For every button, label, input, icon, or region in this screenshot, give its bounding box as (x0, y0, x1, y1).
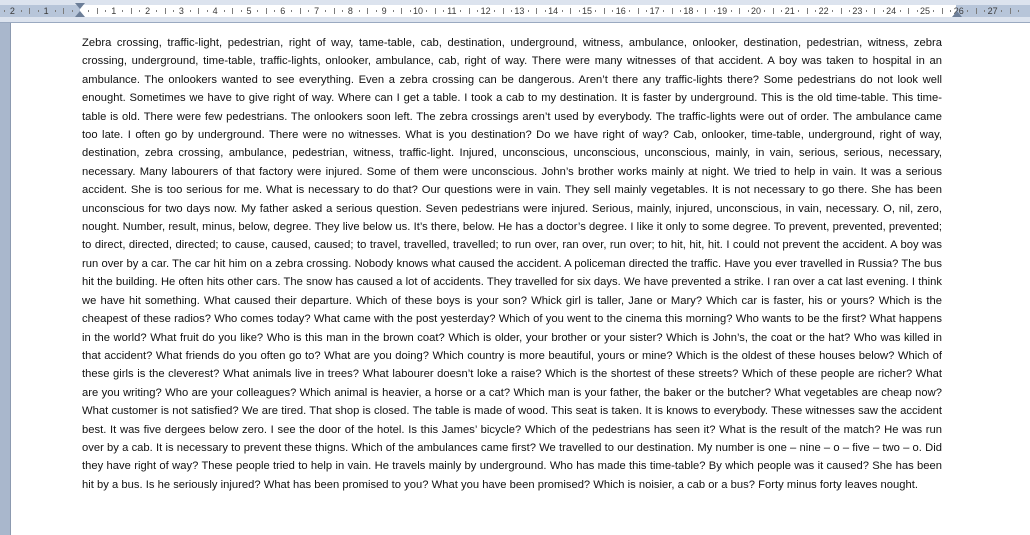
ruler-tick (359, 10, 360, 12)
ruler-tick (55, 10, 56, 12)
ruler-tick (165, 8, 166, 14)
ruler-number: 25 (919, 6, 931, 16)
ruler-tick (984, 10, 985, 12)
ruler-number: 26 (953, 6, 964, 16)
ruler-number: 18 (683, 6, 694, 16)
ruler-number: 23 (852, 6, 863, 16)
ruler-number: 17 (649, 6, 660, 16)
ruler-tick (849, 10, 850, 12)
ruler-tick (933, 10, 934, 12)
ruler-tick (291, 10, 292, 12)
ruler-tick (443, 10, 444, 12)
ruler-number: 4 (212, 6, 218, 16)
right-indent-marker[interactable] (952, 11, 962, 17)
ruler-tick (232, 8, 233, 14)
ruler-number: 15 (581, 6, 593, 16)
ruler-tick (570, 8, 571, 14)
ruler-tick (748, 10, 749, 12)
ruler-tick (72, 10, 73, 12)
ruler-tick (266, 8, 267, 14)
ruler-number: 24 (886, 6, 897, 16)
ruler-tick (528, 10, 529, 12)
ruler-tick (638, 8, 639, 14)
ruler-tick (672, 8, 673, 14)
ruler-tick (88, 10, 89, 12)
ruler-tick (579, 10, 580, 12)
ruler-tick (376, 10, 377, 12)
ruler-tick (494, 10, 495, 12)
ruler-tick (900, 10, 901, 12)
ruler-number: 1 (111, 6, 117, 16)
ruler-tick (680, 10, 681, 12)
ruler-tick (731, 10, 732, 12)
ruler-tick (841, 8, 842, 14)
ruler-tick (646, 10, 647, 12)
ruler-tick (300, 8, 301, 14)
ruler-number: 6 (280, 6, 286, 16)
ruler-tick (883, 10, 884, 12)
ruler-tick (38, 10, 39, 12)
ruler-tick (714, 10, 715, 12)
ruler-tick (773, 8, 774, 14)
ruler-tick (4, 10, 5, 12)
ruler-number: 20 (750, 6, 762, 16)
ruler-number: 12 (480, 6, 491, 16)
ruler-tick (874, 8, 875, 14)
ruler-number: 2 (9, 6, 15, 16)
ruler-number: 9 (381, 6, 387, 16)
ruler-tick (562, 10, 563, 12)
ruler-tick (334, 8, 335, 14)
ruler-tick (257, 10, 258, 12)
ruler-tick (274, 10, 275, 12)
ruler-number: 13 (514, 6, 525, 16)
ruler-tick (410, 10, 411, 12)
ruler-tick (122, 10, 123, 12)
ruler-number: 11 (447, 6, 457, 16)
ruler-tick (97, 8, 98, 14)
ruler-tick (917, 10, 918, 12)
ruler-tick (435, 8, 436, 14)
ruler-tick (477, 10, 478, 12)
ruler-tick (426, 10, 427, 12)
ruler-tick (866, 10, 867, 12)
ruler-tick (308, 10, 309, 12)
ruler-tick (241, 10, 242, 12)
ruler-number: 16 (615, 6, 626, 16)
ruler-tick (764, 10, 765, 12)
horizontal-ruler[interactable] (0, 0, 1030, 23)
ruler-tick (190, 10, 191, 12)
ruler-tick (139, 10, 140, 12)
document-page[interactable] (10, 23, 1030, 535)
ruler-tick (663, 10, 664, 12)
ruler-tick (198, 8, 199, 14)
ruler-tick (1001, 10, 1002, 12)
ruler-tick (832, 10, 833, 12)
ruler-tick (503, 8, 504, 14)
ruler-number: 2 (145, 6, 151, 16)
ruler-tick (469, 8, 470, 14)
ruler-tick (131, 8, 132, 14)
hanging-indent-marker[interactable] (75, 11, 85, 17)
ruler-tick (697, 10, 698, 12)
ruler-number: 22 (818, 6, 829, 16)
ruler-tick (908, 8, 909, 14)
ruler-number: 7 (314, 6, 320, 16)
ruler-tick (511, 10, 512, 12)
ruler-tick (705, 8, 706, 14)
ruler-number: 5 (246, 6, 252, 16)
ruler-tick (105, 10, 106, 12)
ruler-tick (173, 10, 174, 12)
ruler-tick (342, 10, 343, 12)
ruler-tick (224, 10, 225, 12)
ruler-tick (612, 10, 613, 12)
ruler-number: 1 (43, 6, 49, 16)
ruler-tick (815, 10, 816, 12)
ruler-tick (401, 8, 402, 14)
ruler-number: 10 (412, 6, 424, 16)
ruler-tick (207, 10, 208, 12)
ruler-tick (942, 8, 943, 14)
ruler-tick (629, 10, 630, 12)
ruler-tick (156, 10, 157, 12)
ruler-tick (976, 8, 977, 14)
ruler-tick (1010, 8, 1011, 14)
ruler-tick (536, 8, 537, 14)
ruler-tick (545, 10, 546, 12)
ruler-tick (604, 8, 605, 14)
ruler-tick (967, 10, 968, 12)
ruler-tick (325, 10, 326, 12)
document-body-text[interactable]: Zebra crossing, traffic-light, pedestrian, right of way, tame-table, cab, destination, underground, witness, ambulance, onlooker, destination, pedestrian, witness, zebra crossing, underground, time-table, traffic-lights, onlooker, ambulance, cab, right of way. There were many witnesses of that accident. A boy was taken to hospital in an ambulance. The onlookers wanted to see everything. Even a zebra crossing can be dangerous. Aren’t there any traffic-lights there? Some pedestrians do not look well enought. Sometimes we have to give right of way. Where can I get a table. I took a cab to my destination. It is faster by underground. This is the old time-table. This time-table is old. There were few pedestrians. The onlookers soon left. The zebra crossings aren’t used by everybody. The traffic-lights were out of order. The ambulance came too late. I often go by underground. There were no witnesses. What is you destination? Do we have right of way? Cab, onlooker, time-table, underground, right of way, destination, zebra crossing, ambulance, pedestrian, witness, traffic-light. Injured, unconscious, unconscious, unconscious, mainly, in vain, serious, serious, necessary, necessary. Many labourers of that factory were injured. Some of them were unconscious. John’s brother works mainly at night. We tried to help in vain. It was a serious accident. She is too serious for me. What is necessary to do that? Our questions were in vain. They sell mainly vegetables. It is not necessary to go there. She has been unconscious for two days now. My father asked a serious question. Seven pedestrians were injured. Serious, mainly, injured, unconscious, in vain, necessary. O, nil, zero, nought. Number, result, minus, below, degree. They live below us. It’s there, below. He has a doctor’s degree. I like it only to some degree. To prevent, prevented, prevented; to direct, directed, directed; to cause, caused, caused; to travel, travelled, travelled; to run over, ran over, run over; to hit, hit, hit. I could not prevent the accident. A boy was run over by a car. The car hit him on a zebra crossing. Nobody knows what caused the accident. A policeman directed the traffic. Have you ever travelled in Russia? The bus hit the building. He often hits other cars. The snow has caused a lot of accidents. They travelled for six days. We have prevented a strike. I ran over a cat last evening. I think we have hit something. What caused their departure. Which of these boys is your son? Whick girl is taller, Jane or Mary? Which car is faster, his or yours? Which is the cheapest of these radios? Who comes today? What came with the post yesterday? Which of you went to the cinema this morning? Who wants to be the first? What happens in the world? What fruit do you like? Who is this man in the brown coat? Which is older, your brother or your sister? Which is John’s, the coat or the hat? Who was killed in that accident? What friends do you often go to? What are you doing? Which country is more beautiful, yours or mine? Which is the oldest of these houses below? Which of these girls is the cleverest? What animals live in trees? What labourer doesn’t loke a raise? Which is the shortest of these streets? Which of these people are richer? What are you writing? Who are your colleagues? Which animal is heavier, a horse or a cat? Which man is your father, the baker or the butcher? What vegetables are cheap now? What customer is not satisfied? We are tired. That shop is closed. The table is made of wood. This seat is taken. It is knows to everybody. These witnesses saw the accident best. It was five dergees below zero. I see the door of the hotel. Is this James’ bicycle? Which of the pedestrians has seen it? What is the result of the match? He was run over by a cab. It is necessary to prevent these thigns. Which of the ambulances came first? We travelled to our destination. My number is one – nine – o – five – two – o. Did they have right of way? These people tried to help in vain. He travels mainly by underground. Who has made this time-table? By which people was it caused? She has been hit by a bus. Is he seriously injured? What has been promised to you? What you have been promised? Which is noisier, a cab or a bus? Forty minus forty leaves nought. (82, 37, 942, 491)
ruler-number: 8 (347, 6, 353, 16)
ruler-tick (393, 10, 394, 12)
ruler-tick (63, 8, 64, 14)
ruler-number: 27 (987, 6, 998, 16)
ruler-tick (29, 8, 30, 14)
ruler-tick (807, 8, 808, 14)
ruler-number: 21 (784, 6, 795, 16)
ruler-tick (739, 8, 740, 14)
ruler-tick (781, 10, 782, 12)
ruler-tick (798, 10, 799, 12)
ruler-number: 3 (178, 6, 184, 16)
ruler-number: 19 (717, 6, 728, 16)
ruler-tick (21, 10, 22, 12)
ruler-tick (1018, 10, 1019, 12)
first-line-indent-marker[interactable] (75, 3, 85, 9)
ruler-tick (460, 10, 461, 12)
ruler-tick (595, 10, 596, 12)
ruler-tick (367, 8, 368, 14)
ruler-number: 14 (548, 6, 559, 16)
